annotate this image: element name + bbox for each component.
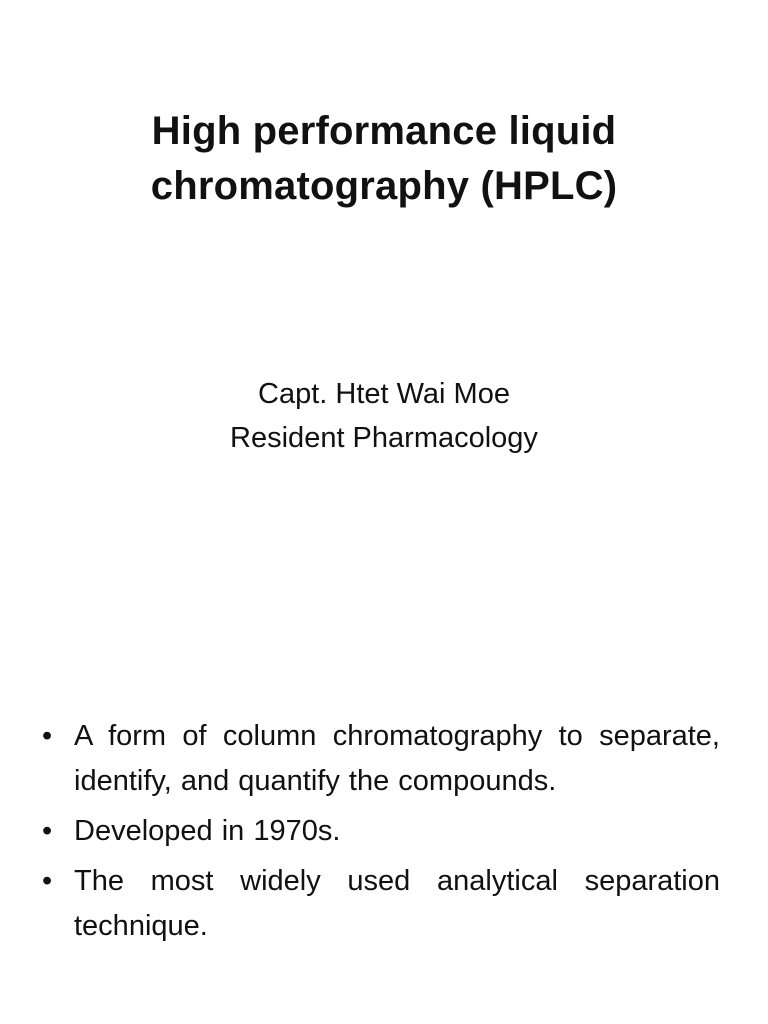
author-name: Capt. Htet Wai Moe bbox=[258, 378, 510, 410]
bullet-icon: • bbox=[42, 865, 53, 897]
bullet-item-1 bbox=[36, 714, 720, 804]
author-role: Resident Pharmacology bbox=[230, 422, 538, 454]
bullet-item-2 bbox=[36, 809, 720, 854]
bullet-icon: • bbox=[42, 815, 53, 847]
slide-title bbox=[0, 104, 768, 214]
bullet-icon: • bbox=[42, 720, 53, 752]
title-line-1: High performance liquid bbox=[151, 109, 617, 153]
bullet-text-2: Developed in 1970s. bbox=[74, 815, 341, 847]
author-block bbox=[0, 372, 768, 460]
bullet-item-3 bbox=[36, 859, 720, 949]
bullet-text-1: A form of column chromatography to separate, identify, and quantify the compounds. bbox=[74, 720, 720, 797]
bullet-text-3: The most widely used analytical separation technique. bbox=[74, 865, 720, 942]
bullet-list bbox=[36, 714, 720, 954]
title-line-2: chromatography (HPLC) bbox=[150, 164, 618, 208]
